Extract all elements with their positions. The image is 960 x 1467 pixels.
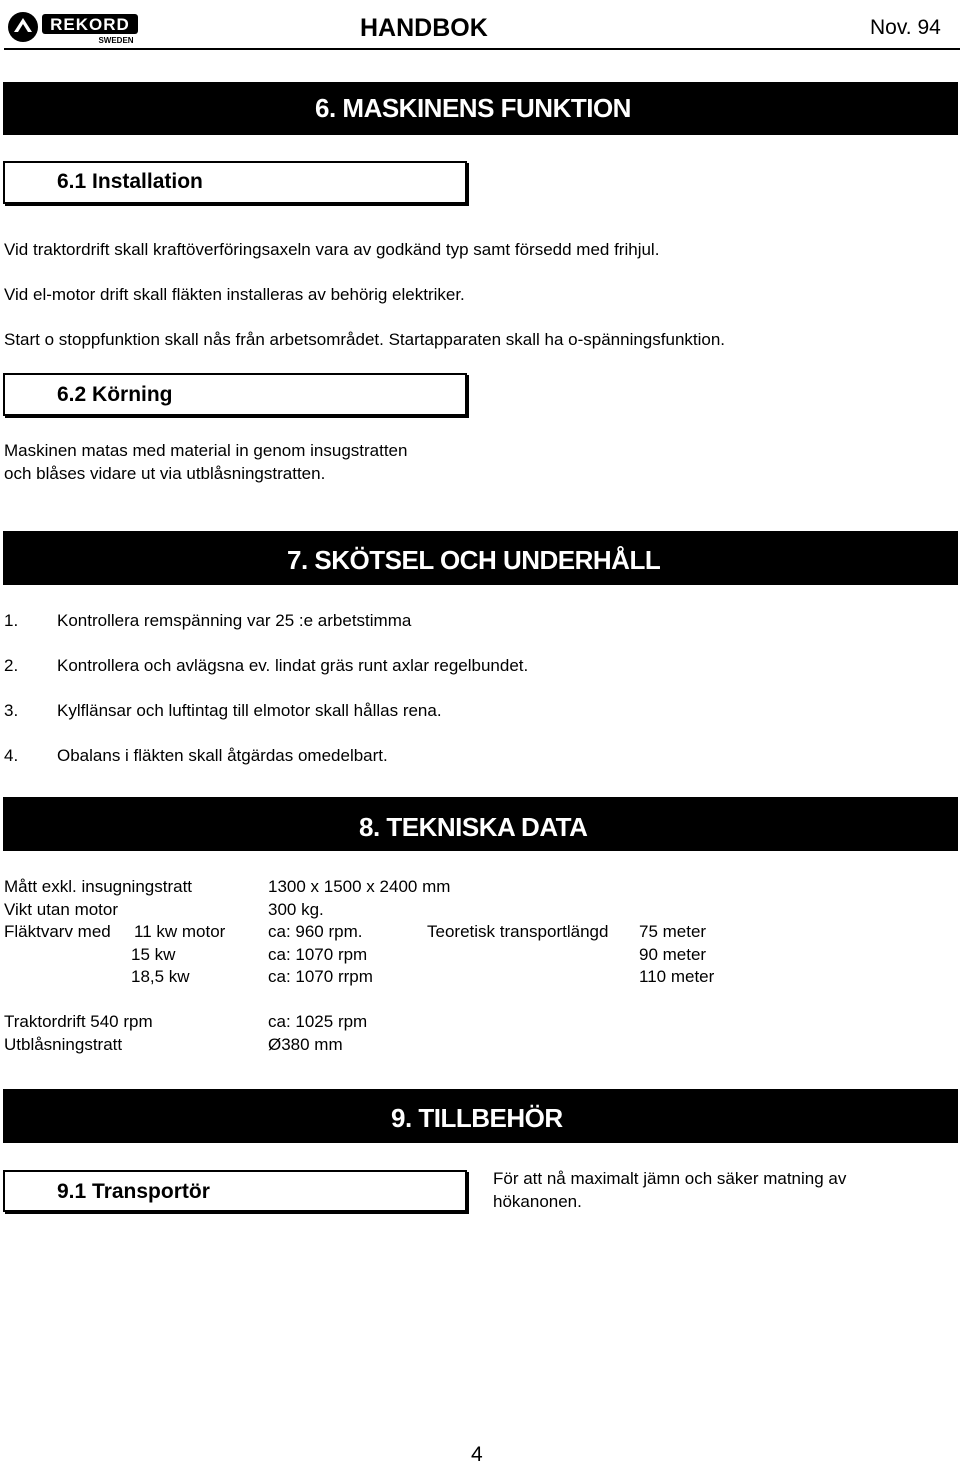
header-divider <box>4 48 960 50</box>
maintenance-item-number: 3. <box>4 701 19 720</box>
tech-data-power: 11 kw motor <box>134 922 226 941</box>
tech-data-value: 300 kg. <box>268 900 324 919</box>
maintenance-item-text: Kylflänsar och luftintag till elmotor skall hållas rena. <box>57 701 442 720</box>
tech-data-value: ca: 1025 rpm <box>268 1012 368 1031</box>
section-9-heading: 9. TILLBEHÖR <box>391 1103 563 1133</box>
document-date: Nov. 94 <box>870 16 941 39</box>
maintenance-item-text: Kontrollera och avlägsna ev. lindat gräs runt axlar regelbundet. <box>57 656 529 675</box>
subsection-6-2-heading: 6.2 Körning <box>57 383 173 406</box>
section-8-heading: 8. TEKNISKA DATA <box>359 812 588 842</box>
tech-data-power: 18,5 kw <box>131 967 190 986</box>
section-7-heading: 7. SKÖTSEL OCH UNDERHÅLL <box>287 545 661 575</box>
section-6-heading-bar <box>3 82 958 135</box>
subsection-9-1-box <box>3 1170 467 1212</box>
korning-line-1: Maskinen matas med material in genom insugstratten <box>4 441 408 460</box>
tech-data-extra-value: 110 meter <box>639 967 715 986</box>
maintenance-item-text: Obalans i fläkten skall åtgärdas omedelbart. <box>57 746 388 765</box>
maintenance-item-text: Kontrollera remspänning var 25 :e arbetstimma <box>57 611 412 630</box>
tech-data-label: Vikt utan motor <box>4 900 119 919</box>
rekord-sweden-logo <box>6 10 140 44</box>
svg-text:REKORD: REKORD <box>50 15 130 34</box>
tech-data-value: ca: 960 rpm. <box>268 922 363 941</box>
subsection-6-1-box <box>3 161 467 204</box>
tech-data-value: 1300 x 1500 x 2400 mm <box>268 877 451 896</box>
tech-data-extra-value: 90 meter <box>639 945 707 964</box>
tech-data-power: 15 kw <box>131 945 176 964</box>
tech-data-label: Utblåsningstratt <box>4 1035 123 1054</box>
subsection-9-1-heading: 9.1 Transportör <box>57 1180 210 1203</box>
document-title: HANDBOK <box>360 14 488 42</box>
subsection-6-1-heading: 6.1 Installation <box>57 170 203 193</box>
transportor-line-1: För att nå maximalt jämn och säker matning av <box>493 1169 847 1188</box>
tech-data-value: ca: 1070 rpm <box>268 945 368 964</box>
tech-data-label: Traktordrift 540 rpm <box>4 1012 153 1031</box>
tech-data-value: ca: 1070 rrpm <box>268 967 373 986</box>
subsection-6-2-box <box>3 373 467 416</box>
korning-line-2: och blåses vidare ut via utblåsningstratten. <box>4 464 326 483</box>
section-6-heading: 6. MASKINENS FUNKTION <box>315 93 631 123</box>
tech-data-extra-label: Teoretisk transportlängd <box>427 922 609 941</box>
installation-paragraph-2: Vid el-motor drift skall fläkten installeras av behörig elektriker. <box>4 285 465 304</box>
installation-paragraph-3: Start o stoppfunktion skall nås från arbetsområdet. Startapparaten skall ha o-spänningsfunktion. <box>4 330 726 349</box>
installation-paragraph-1: Vid traktordrift skall kraftöverföringsaxeln vara av godkänd typ samt försedd med frihjul. <box>4 240 660 259</box>
section-9-heading-bar <box>3 1089 958 1143</box>
transportor-line-2: hökanonen. <box>493 1192 582 1211</box>
maintenance-item-number: 4. <box>4 746 19 765</box>
tech-data-extra-value: 75 meter <box>639 922 707 941</box>
maintenance-item-number: 2. <box>4 656 19 675</box>
svg-text:SWEDEN: SWEDEN <box>98 36 134 44</box>
section-8-heading-bar <box>3 797 958 851</box>
tech-data-value: Ø380 mm <box>268 1035 343 1054</box>
tech-data-label: Mått exkl. insugningstratt <box>4 877 193 896</box>
tech-data-label: Fläktvarv med <box>4 922 111 941</box>
maintenance-item-number: 1. <box>4 611 19 630</box>
section-7-heading-bar <box>3 531 958 585</box>
page-number: 4 <box>471 1443 483 1466</box>
